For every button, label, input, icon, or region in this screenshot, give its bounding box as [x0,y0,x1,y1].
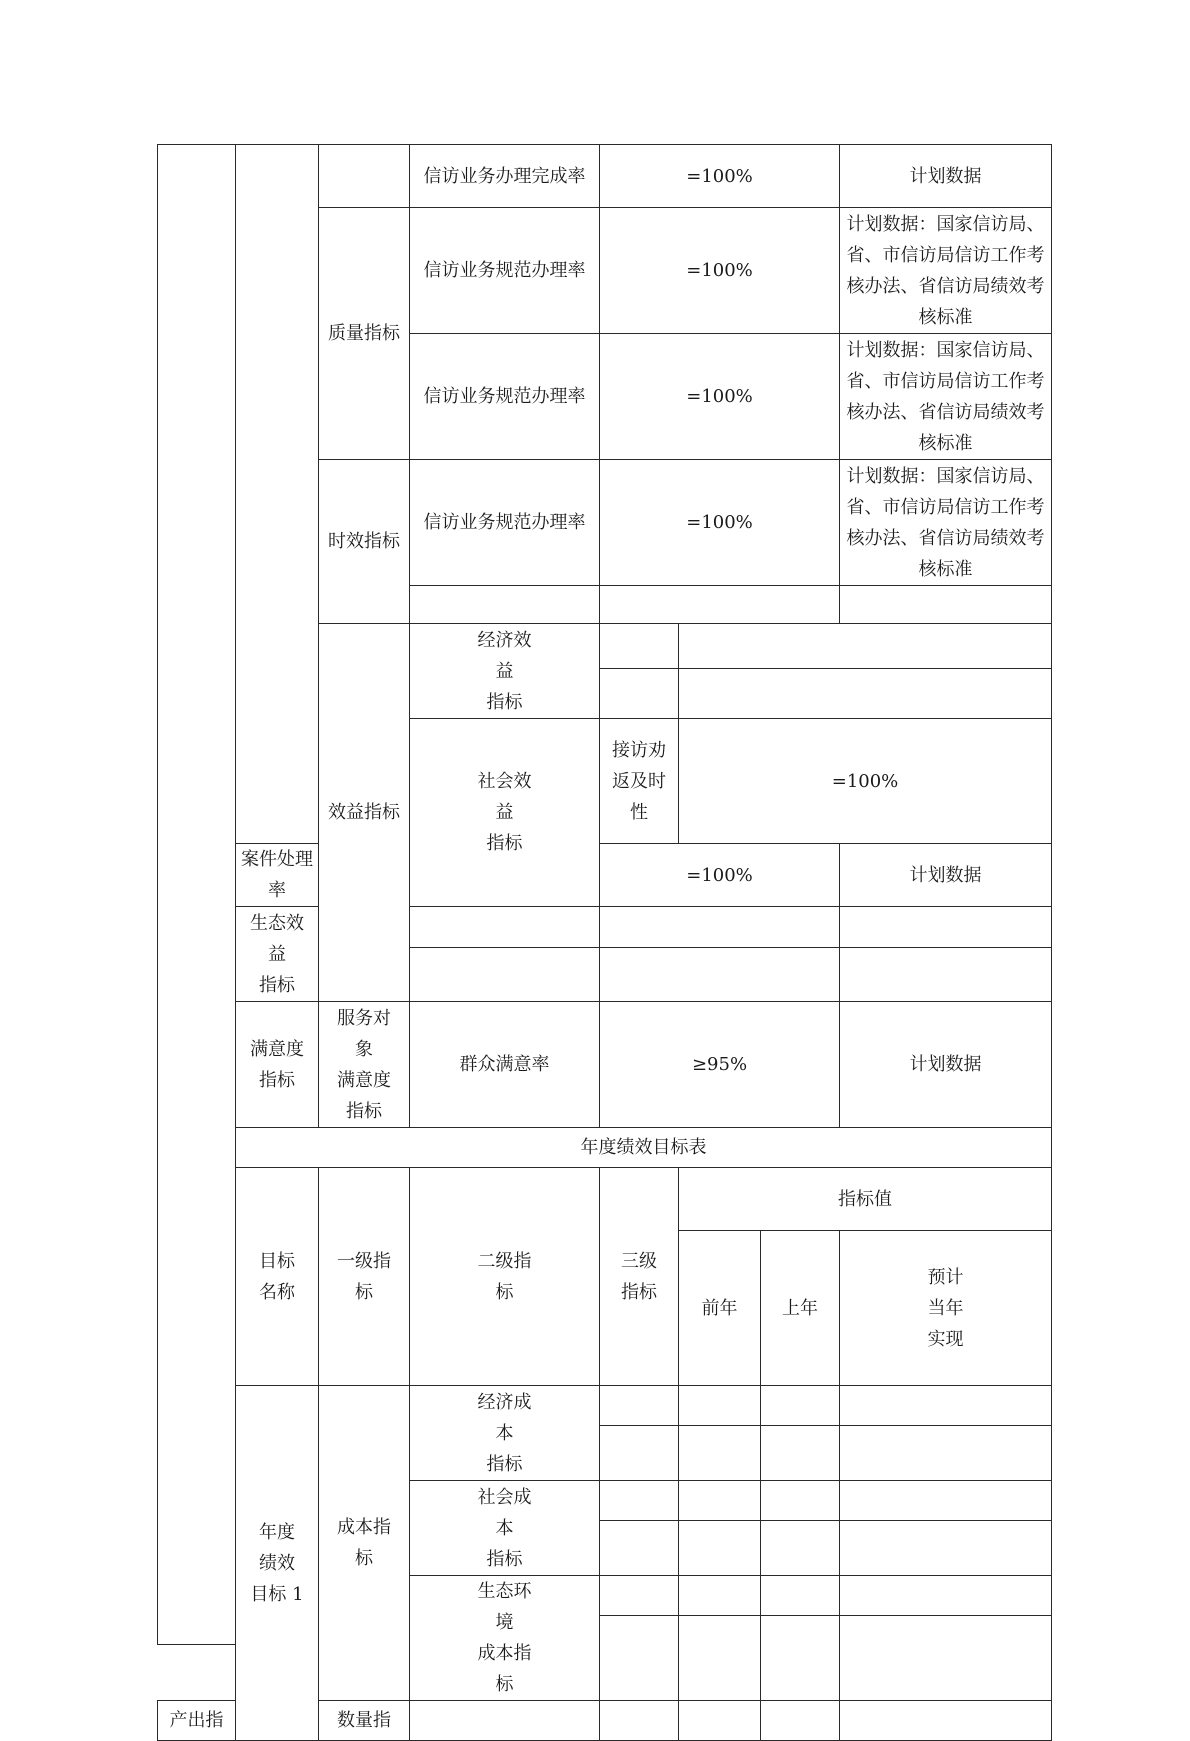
cost-indicator-label: 成本指 标 [319,1386,410,1701]
table-row [158,1386,1052,1426]
quantity-indicator-label: 数量指 [319,1701,410,1741]
empty-cell [679,1386,761,1426]
indicator-value: =100% [600,208,840,334]
empty-cell [761,1426,840,1481]
empty-cell [600,1386,679,1426]
empty-cell [410,948,600,1002]
empty-cell [600,948,840,1002]
indicator-basis: 计划数据 [840,145,1052,208]
empty-cell [600,624,679,669]
empty-cell [840,948,1052,1002]
header-level3: 三级 指标 [600,1168,679,1386]
empty-cell [840,1426,1052,1481]
empty-cell [600,1481,679,1521]
level3-indicator: 信访业务规范办理率 [410,334,600,460]
empty-cell [840,1481,1052,1521]
header-indicator-value: 指标值 [679,1168,1052,1231]
empty-cell [679,669,1052,719]
level3-indicator: 群众满意率 [410,1002,600,1128]
header-row [158,1168,1052,1231]
indicator-basis: 计划数据：国家信访局、省、市信访局信访工作考核办法、省信访局绩效考核标准 [840,334,1052,460]
economic-cost-label: 经济成 本 指标 [410,1386,600,1481]
level3-indicator: 接访劝返及时性 [600,719,679,844]
empty-cell [840,1576,1052,1616]
empty-cell [840,1521,1052,1576]
empty-cell [840,907,1052,948]
empty-cell [679,1481,761,1521]
empty-cell [761,1521,840,1576]
level3-indicator: 信访业务办理完成率 [410,145,600,208]
empty-cell [410,907,600,948]
social-benefit-label: 社会效 益 指标 [410,719,600,907]
empty-cell [761,1701,840,1741]
output-indicator-label: 产出指 [158,1701,236,1741]
eco-cost-label: 生态环 境 成本指 标 [410,1576,600,1701]
empty-cell [600,1426,679,1481]
empty-cell [840,1616,1052,1701]
indicator-value: =100% [600,844,840,907]
header-level2: 二级指 标 [410,1168,600,1386]
eco-benefit-label: 生态效 益 指标 [236,907,319,1002]
indicator-value: =100% [679,719,1052,844]
indicator-basis: 计划数据 [840,1002,1052,1128]
indicator-value: =100% [600,460,840,586]
empty-cell [600,907,840,948]
empty-cell [761,1481,840,1521]
empty-cell [840,1701,1052,1741]
level3-indicator: 信访业务规范办理率 [410,208,600,334]
empty-cell [761,1386,840,1426]
benefit-indicator-label: 效益指标 [319,624,410,1002]
empty-cell [600,1616,679,1701]
indicator-value: =100% [600,145,840,208]
table-row [158,844,1052,907]
table-row [158,1128,1052,1168]
level3-indicator: 信访业务规范办理率 [410,460,600,586]
empty-cell [761,1576,840,1616]
goal-cell-continued [158,145,236,1645]
empty-cell [410,1701,600,1741]
header-expected: 预计 当年 实现 [840,1231,1052,1386]
section-title: 年度绩效目标表 [236,1128,1052,1168]
table-row [158,145,1052,208]
table-row [158,907,1052,948]
empty-cell [679,1521,761,1576]
header-last-year: 上年 [761,1231,840,1386]
economic-benefit-label: 经济效 益 指标 [410,624,600,719]
satisfaction-indicator-label: 满意度 指标 [236,1002,319,1128]
level3-indicator: 案件处理率 [236,844,319,907]
header-goal-name: 目标 名称 [236,1168,319,1386]
empty-cell [410,586,600,624]
empty-cell [840,1386,1052,1426]
service-satisfaction-label: 服务对 象 满意度 指标 [319,1002,410,1128]
quantity-indicator-cell-continued [319,145,410,208]
empty-cell [679,1701,761,1741]
empty-cell [600,1576,679,1616]
empty-cell [679,1426,761,1481]
empty-cell [600,586,840,624]
table-row [158,1002,1052,1128]
timeliness-indicator-label: 时效指标 [319,460,410,624]
empty-cell [679,1616,761,1701]
output-indicator-cell-continued [236,145,319,844]
header-prev-year: 前年 [679,1231,761,1386]
performance-target-table [157,144,1052,1741]
indicator-basis: 计划数据：国家信访局、省、市信访局信访工作考核办法、省信访局绩效考核标准 [840,460,1052,586]
empty-cell [679,1576,761,1616]
indicator-basis: 计划数据 [840,844,1052,907]
indicator-value: =100% [600,334,840,460]
empty-cell [600,669,679,719]
empty-cell [840,586,1052,624]
indicator-basis: 计划数据：国家信访局、省、市信访局信访工作考核办法、省信访局绩效考核标准 [840,208,1052,334]
header-level1: 一级指 标 [319,1168,410,1386]
empty-cell [679,624,1052,669]
goal-label: 年度 绩效 目标 1 [236,1386,319,1741]
empty-cell [600,1521,679,1576]
indicator-value: ≥95% [600,1002,840,1128]
quality-indicator-label: 质量指标 [319,208,410,460]
social-cost-label: 社会成 本 指标 [410,1481,600,1576]
empty-cell [761,1616,840,1701]
empty-cell [600,1701,679,1741]
